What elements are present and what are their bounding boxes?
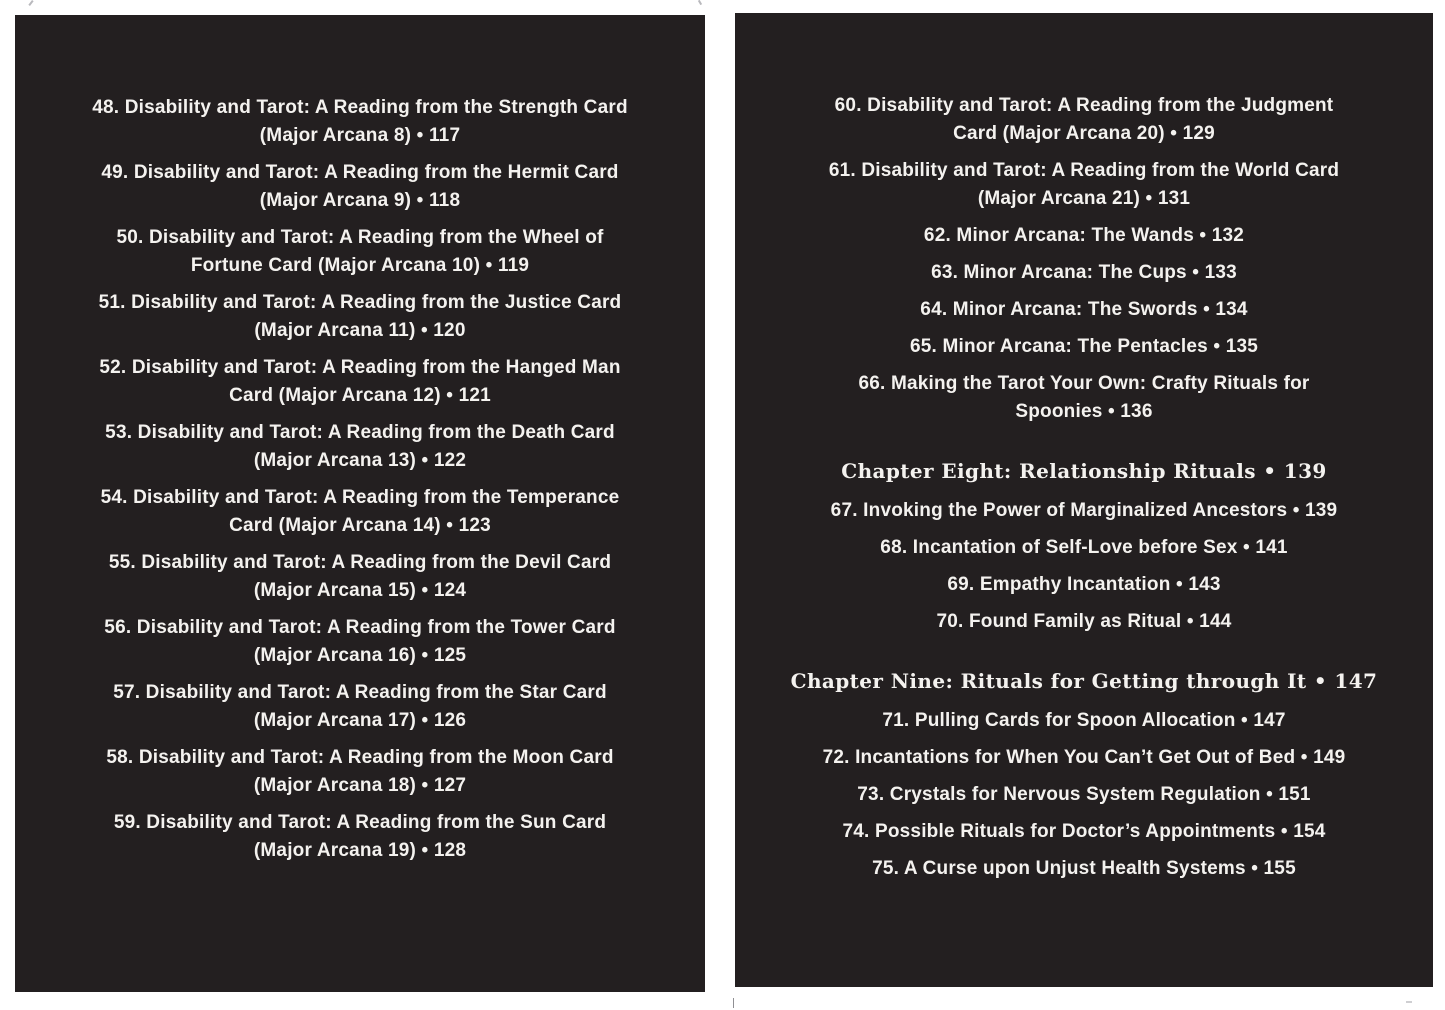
right-page (735, 13, 1433, 987)
toc-entry: 68. Incantation of Self-Love before Sex • 141 (880, 537, 1288, 558)
chapter-heading: Chapter Eight: Relationship Rituals • 139 (841, 459, 1327, 483)
toc-entry: 62. Minor Arcana: The Wands • 132 (923, 225, 1245, 246)
toc-entry: 54. Disability and Tarot: A Reading from the Temperance Card (Major Arcana 14) • 123 (100, 487, 620, 536)
toc-entry: 67. Invoking the Power of Marginalized Ancestors • 139 (830, 500, 1338, 521)
chapter-heading: Chapter Nine: Rituals for Getting through It • 147 (790, 669, 1378, 693)
toc-entry: 75. A Curse upon Unjust Health Systems • 155 (872, 858, 1296, 879)
toc-entry: 50. Disability and Tarot: A Reading from the Wheel of Fortune Card (Major Arcana 10) • 119 (116, 227, 604, 276)
toc-entry: 56. Disability and Tarot: A Reading from the Tower Card (Major Arcana 16) • 125 (104, 617, 616, 666)
crop-mark (1406, 1001, 1412, 1003)
toc-entry: 53. Disability and Tarot: A Reading from the Death Card (Major Arcana 13) • 122 (105, 422, 615, 471)
toc-entry: 51. Disability and Tarot: A Reading from the Justice Card (Major Arcana 11) • 120 (98, 292, 622, 341)
crop-mark (28, 0, 33, 6)
toc-entry: 72. Incantations for When You Can’t Get Out of Bed • 149 (822, 747, 1346, 768)
toc-entry: 55. Disability and Tarot: A Reading from the Devil Card (Major Arcana 15) • 124 (108, 552, 612, 601)
toc-entry: 58. Disability and Tarot: A Reading from the Moon Card (Major Arcana 18) • 127 (106, 747, 614, 796)
toc-entry: 57. Disability and Tarot: A Reading from the Star Card (Major Arcana 17) • 126 (113, 682, 607, 731)
toc-entry: 71. Pulling Cards for Spoon Allocation • 147 (882, 710, 1286, 731)
toc-entry: 59. Disability and Tarot: A Reading from the Sun Card (Major Arcana 19) • 128 (113, 812, 607, 861)
crop-mark (698, 0, 702, 5)
toc-entry: 63. Minor Arcana: The Cups • 133 (931, 262, 1237, 283)
toc-entry: 65. Minor Arcana: The Pentacles • 135 (909, 336, 1259, 357)
toc-entry: 70. Found Family as Ritual • 144 (936, 611, 1232, 632)
left-page (15, 15, 705, 992)
toc-entry: 61. Disability and Tarot: A Reading from the World Card (Major Arcana 21) • 131 (828, 160, 1340, 209)
toc-entry: 66. Making the Tarot Your Own: Crafty Rituals for Spoonies • 136 (858, 373, 1310, 422)
right-toc-list (773, 92, 1395, 892)
toc-entry: 64. Minor Arcana: The Swords • 134 (920, 299, 1248, 320)
toc-entry: 73. Crystals for Nervous System Regulation • 151 (857, 784, 1311, 805)
toc-entry: 74. Possible Rituals for Doctor’s Appointments • 154 (842, 821, 1326, 842)
crop-mark (733, 998, 734, 1008)
toc-entry: 49. Disability and Tarot: A Reading from the Hermit Card (Major Arcana 9) • 118 (101, 162, 619, 211)
toc-entry: 60. Disability and Tarot: A Reading from the Judgment Card (Major Arcana 20) • 129 (834, 95, 1334, 144)
toc-entry: 52. Disability and Tarot: A Reading from the Hanged Man Card (Major Arcana 12) • 121 (99, 357, 621, 406)
toc-entry: 69. Empathy Incantation • 143 (947, 574, 1221, 595)
left-toc-list (53, 94, 667, 874)
toc-entry: 48. Disability and Tarot: A Reading from the Strength Card (Major Arcana 8) • 117 (92, 97, 628, 146)
